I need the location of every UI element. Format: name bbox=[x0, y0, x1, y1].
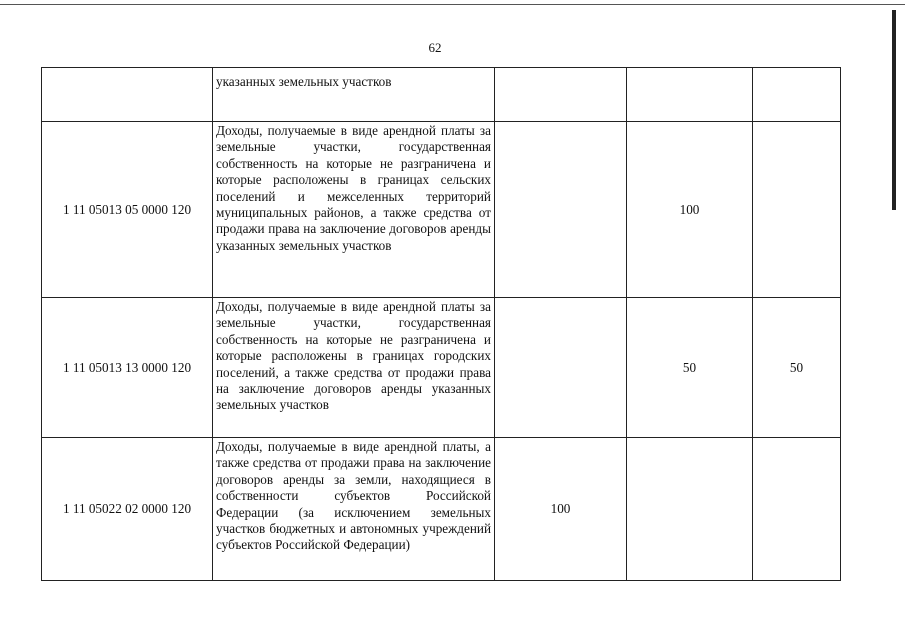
page-number: 62 bbox=[428, 40, 442, 55]
revenue-distribution-table bbox=[41, 67, 841, 581]
value-cell-1 bbox=[495, 122, 627, 298]
scan-right-edge bbox=[892, 10, 896, 210]
table-row bbox=[42, 438, 841, 581]
value-cell-2 bbox=[627, 438, 753, 581]
table-row bbox=[42, 122, 841, 298]
value-cell-2: 50 bbox=[627, 298, 753, 438]
value-cell-1: 100 bbox=[495, 438, 627, 581]
scan-top-edge bbox=[0, 4, 905, 5]
table-row bbox=[42, 68, 841, 122]
table-row bbox=[42, 298, 841, 438]
budget-code-cell: 1 11 05013 05 0000 120 bbox=[42, 122, 213, 298]
revenue-name-cell: Доходы, получаемые в виде арендной платы за земельные участки, государственная собственность на которые не разграничена и которые расположены в границах городских поселений, а также средства от продажи права на заключение договоров аренды указанных земельных участков bbox=[213, 298, 495, 438]
value-cell-3 bbox=[753, 68, 841, 122]
value-cell-3 bbox=[753, 122, 841, 298]
value-cell-3 bbox=[753, 438, 841, 581]
budget-code-cell: 1 11 05022 02 0000 120 bbox=[42, 438, 213, 581]
value-cell-1 bbox=[495, 298, 627, 438]
value-cell-3: 50 bbox=[753, 298, 841, 438]
value-cell-2 bbox=[627, 68, 753, 122]
budget-code-cell: 1 11 05013 13 0000 120 bbox=[42, 298, 213, 438]
revenue-name-cell: Доходы, получаемые в виде арендной платы за земельные участки, государственная собственность на которые не разграничена и которые расположены в границах сельских поселений и межселенных территорий муниципальных районов, а также средства от продажи права на заключение договоров аренды указанных земельных участков bbox=[213, 122, 495, 298]
revenue-name-cell: указанных земельных участков bbox=[213, 68, 495, 122]
value-cell-2: 100 bbox=[627, 122, 753, 298]
value-cell-1 bbox=[495, 68, 627, 122]
budget-code-cell bbox=[42, 68, 213, 122]
revenue-name-cell: Доходы, получаемые в виде арендной платы, а также средства от продажи права на заключение договоров аренды за земли, находящиеся в собственности субъектов Российской Федерации (за исключением земельных участков бюджетных и автономных учреждений субъектов Российской Федерации) bbox=[213, 438, 495, 581]
